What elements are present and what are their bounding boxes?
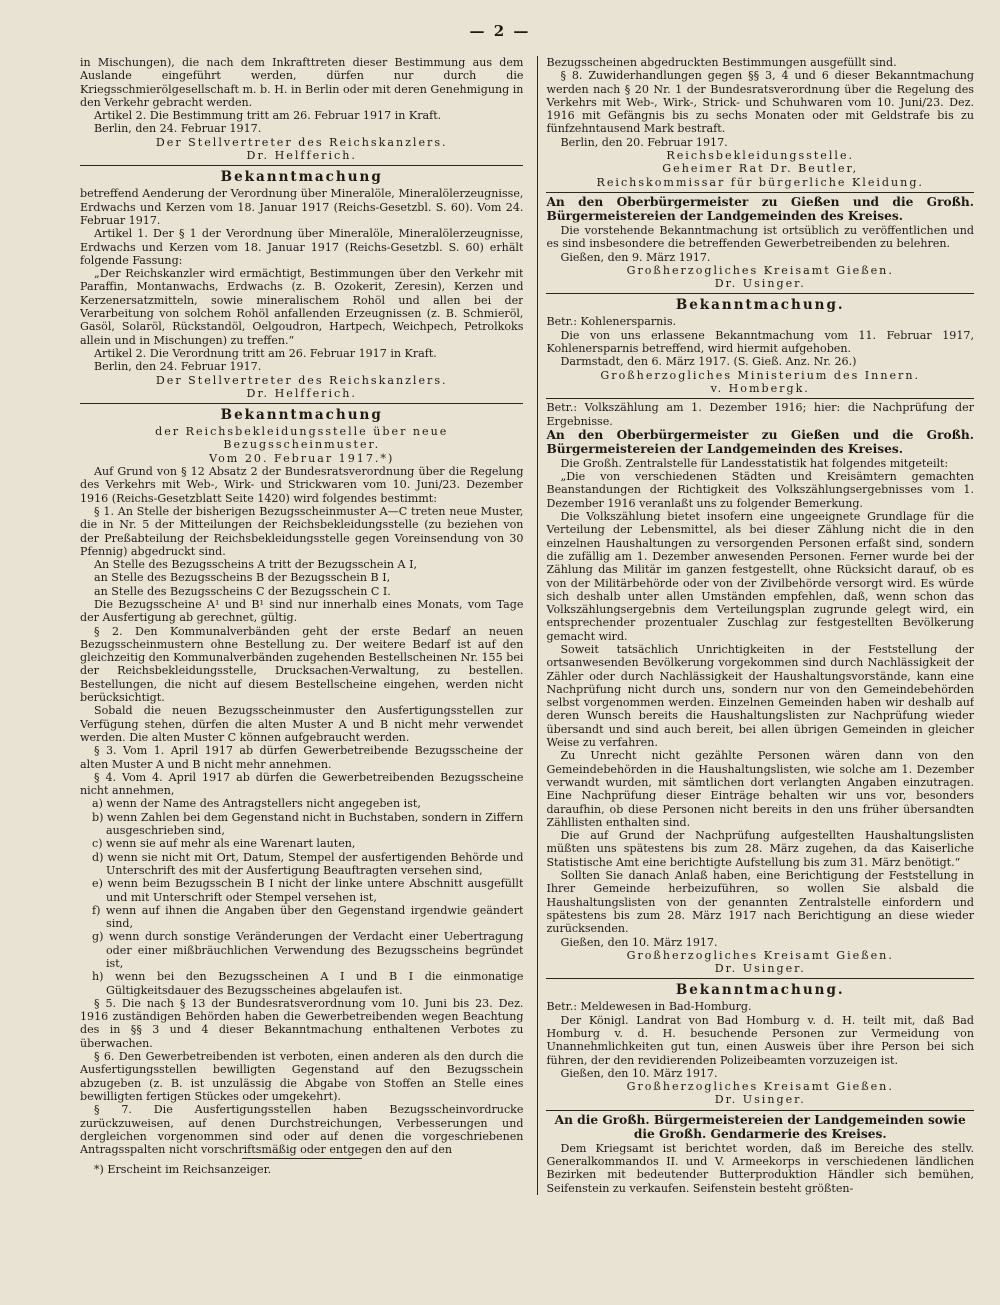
signature-line: Der Stellvertreter des Reichskanzlers. [155,373,448,387]
list-item: a) wenn der Name des Antragstellers nicht angegeben ist, [92,797,421,811]
address-line: An die Großh. Bürgermeistereien der Landgemeinden sowie die Großh. Gendarmerie des Kreises. [554,1112,966,1142]
section-heading: Bekanntmachung. [675,982,845,999]
signature-line: Geheimer Rat Dr. Beutler, [662,162,859,176]
paragraph: Die Bezugsscheine A¹ und B¹ sind nur innerhalb eines Monats, vom Tage der Ausfertigung ab gerechnet, gültig. [80,597,524,625]
paragraph: § 5. Die nach § 13 der Bundesratsverordnung vom 10. Juni bis 23. Dez. 1916 zuständigen Behörden haben die Gewerbetreibenden wegen Beachtung des in §§ 3 und 4 dieser Bekanntmachung enthaltenen Verbotes zu überwachen. [80,996,524,1050]
signature-line: Dr. Usinger. [714,962,806,976]
paragraph: „Der Reichskanzler wird ermächtigt, Bestimmungen über den Verkehr mit Paraffin, Montanwachs, Erdwachs (z. B. Ozokerit, Zeresin), Kerzen und Kerzenersatzmitteln, sowie mineralischem Rohöl und allen bei der Verarbeitung von solchem Rohöl anfallenden Erzeugnissen (z. B. Schmieröl, Gasöl, Solaröl, Rückstandöl, Oelgoudron, Hartpech, Weichpech, Petrolkoks allein und in Mischungen) zu treffen.“ [80,267,524,347]
paragraph: § 2. Den Kommunalverbänden geht der erste Bedarf an neuen Bezugsscheinmustern ohne Bestellung zu. Der weitere Bedarf ist auf den gleichzeitig den Kommunalverbänden zugehenden Bestellscheinen Nr. 155 bei der Reichsbekleidungsstelle, Drucksachen-Verwaltung, zu bestellen. Bestellungen, die nicht auf diesem Bestellscheine eingehen, werden nicht berücksichtigt. [80,624,524,705]
section-rule [80,165,523,166]
paragraph: in Mischungen), die nach dem Inkrafttreten dieser Bestimmung aus dem Auslande eingeführt werden, dürfen nur durch die Kriegsschmierölgesellschaft m. b. H. in Berlin oder mit deren Genehmigung in den Verkehr gebracht werden. [80,56,524,109]
footnote-rule [242,1158,362,1159]
paragraph: An Stelle des Bezugsscheins A tritt der Bezugsschein A I, [94,558,417,572]
signature-line: Der Stellvertreter des Reichskanzlers. [155,135,448,149]
paragraph: § 4. Vom 4. April 1917 ab dürfen die Gewerbetreibenden Bezugsscheine nicht annehmen, [80,770,524,798]
paragraph: Sollten Sie danach Anlaß haben, eine Berichtigung der Feststellung in Ihrer Gemeinde herbeizuführen, so wollen Sie alsbald die Haushaltungslisten von der genannten Zentralstelle einfordern und spätestens bis zum 28. März 1917 nach Berichtigung an diese wieder zurücksenden. [546,869,974,936]
paragraph: Die Großh. Zentralstelle für Landesstatistik hat folgendes mitgeteilt: [560,456,949,470]
address-line: An den Oberbürgermeister zu Gießen und die Großh. Bürgermeistereien der Landgemeinden des Kreises. [546,194,974,224]
columns [80,56,974,1195]
paragraph: Berlin, den 24. Februar 1917. [94,122,262,136]
signature-line: Dr. Helfferich. [246,386,357,400]
paragraph: Sobald die neuen Bezugsscheinmuster den Ausfertigungsstellen zur Verfügung stehen, dürfen die alten Muster A und B nicht mehr verwendet werden. Die alten Muster C können aufgebraucht werden. [80,704,524,744]
footnote: *) Erscheint im Reichsanzeiger. [94,1163,272,1177]
signature-line: Dr. Usinger. [714,277,806,291]
right-column [537,56,974,1195]
paragraph: Die auf Grund der Nachprüfung aufgestellten Haushaltungslisten müßten uns spätestens bis zum 28. März zugehen, da das Kaiserliche Statistische Amt eine berichtigte Aufstellung bis zum 31. März benötigt.“ [546,829,974,869]
paragraph: § 3. Vom 1. April 1917 ab dürfen Gewerbetreibende Bezugsscheine der alten Muster A und B nicht mehr annehmen. [80,744,524,771]
paragraph: § 7. Die Ausfertigungsstellen haben Bezugsscheinvordrucke zurückzuweisen, auf denen Durchstreichungen, Verbesserungen und dergleichen vorgenommen sind oder auf denen die vorgeschriebenen Antragsspalten nicht vorschriftsmäßig oder entgegen den auf den [80,1103,524,1157]
paragraph: an Stelle des Bezugsscheins B der Bezugsschein B I, [94,571,391,585]
paragraph: Betr.: Meldewesen in Bad-Homburg. [546,1000,752,1014]
section-rule [546,398,974,399]
list-item: f) wenn auf ihnen die Angaben über den Gegenstand irgendwie geändert sind, [92,903,524,931]
paragraph: betreffend Aenderung der Verordnung über Mineralöle, Mineralölerzeugnisse, Erdwachs und Kerzen vom 18. Januar 1917 (Reichs-Gesetzbl. S. 60). Vom 24. Februar 1917. [80,187,524,227]
signature-line: Dr. Usinger. [714,1093,806,1107]
signature-line: Großherzogliches Kreisamt Gießen. [626,263,894,277]
section-heading: Bekanntmachung [220,407,383,424]
paragraph: Dem Kriegsamt ist berichtet worden, daß im Bereiche des stellv. Generalkommandos II. und V. Armeekorps in verschiedenen ländlichen Bezirken mit bedeutender Butterproduktion Händler sich bemühen, Seifenstein zu verkaufen. Seifenstein besteht größten- [546,1141,974,1195]
paragraph: Die von uns erlassene Bekanntmachung vom 11. Februar 1917, Kohlenersparnis betreffend, wird hiermit aufgehoben. [546,328,974,356]
paragraph: Auf Grund von § 12 Absatz 2 der Bundesratsverordnung über die Regelung des Verkehrs mit Web-, Wirk- und Strickwaren vom 10. Juni/23. Dezember 1916 (Reichs-Gesetzblatt Seite 1420) wird folgendes bestimmt: [80,465,524,505]
list-item: c) wenn sie auf mehr als eine Warenart lauten, [92,837,356,851]
signature-line: Großherzogliches Kreisamt Gießen. [626,948,894,962]
paragraph: Betr.: Volkszählung am 1. Dezember 1916; hier: die Nachprüfung der Ergebnisse. [546,401,974,428]
section-heading: Bekanntmachung [220,169,383,186]
paragraph: Gießen, den 10. März 1917. [560,1066,718,1080]
paragraph: Die Volkszählung bietet insofern eine ungeeignete Grundlage für die Verteilung der Lebensmittel, als bei dieser Zählung nicht die in den einzelnen Haushaltungen zu versorgenden Personen erfaßt sind, sondern die zufällig am 1. Dezember anwesenden Personen. Ferner wurde bei der Zählung das Militär im ganzen festgestellt, ohne Rücksicht darauf, ob es von der Militärbehörde oder von der Zivilbehörde versorgt wird. Es würde sich deshalb unter allen Umständen empfehlen, daß, wenn schon das Volkszählungsergebnis dem Verteilungsplan zugrunde gelegt wird, ein entsprechender prozentualer Zuschlag zur festgestellten Bevölkerung gemacht wird. [546,510,974,643]
paragraph: Bezugsscheinen abgedruckten Bestimmungen ausgefüllt sind. [546,56,897,69]
signature-line: Großherzogliches Kreisamt Gießen. [626,1080,894,1094]
paragraph: Darmstadt, den 6. März 1917. (S. Gieß. Anz. Nr. 26.) [560,355,857,369]
paragraph: Artikel 2. Die Bestimmung tritt am 26. Februar 1917 in Kraft. [94,109,442,123]
section-rule [546,293,974,294]
paragraph: Artikel 2. Die Verordnung tritt am 26. Februar 1917 in Kraft. [94,346,437,360]
signature-line: Reichskommissar für bürgerliche Kleidung. [596,175,924,189]
signature-line: der Reichsbekleidungsstelle über neue Bezugsscheinmuster. [155,425,449,452]
paragraph: an Stelle des Bezugsscheins C der Bezugsschein C I. [94,584,391,598]
paragraph: Betr.: Kohlenersparnis. [546,315,677,329]
signature-line: Reichsbekleidungsstelle. [666,149,855,163]
section-rule [546,1110,974,1111]
section-rule [80,403,523,404]
paragraph: § 1. An Stelle der bisherigen Bezugsscheinmuster A—C treten neue Muster, die in Nr. 5 der Mitteilungen der Reichsbekleidungsstelle (zu beziehen von der Preßabteilung der Reichsbekleidungsstelle gegen Voreinsendung von 30 Pfennig) abgedruckt sind. [80,504,524,558]
section-heading: Bekanntmachung. [675,297,845,314]
left-column [80,56,523,1195]
signature-line: Vom 20. Februar 1917.*) [209,451,395,465]
address-line: An den Oberbürgermeister zu Gießen und die Großh. Bürgermeistereien der Landgemeinden des Kreises. [546,427,974,457]
paragraph: Gießen, den 9. März 1917. [560,250,711,264]
paragraph: § 8. Zuwiderhandlungen gegen §§ 3, 4 und 6 dieser Bekanntmachung werden nach § 20 Nr. 1 der Bundesratsverordnung über die Regelung des Verkehrs mit Web-, Wirk-, Strick- und Schuhwaren vom 10. Juni/23. Dez. 1916 mit Gefängnis bis zu sechs Monaten oder mit Geldstrafe bis zu fünfzehntausend Mark bestraft. [546,69,974,136]
list-item: h) wenn bei den Bezugsscheinen A I und B I die einmonatige Gültigkeitsdauer des Bezugsscheines abgelaufen ist. [92,970,524,997]
list-item: g) wenn durch sonstige Veränderungen der Verdacht einer Uebertragung oder einer mißbräuchlichen Verwendung des Bezugsscheins begründet ist, [92,930,524,970]
paragraph: Berlin, den 24. Februar 1917. [94,360,262,374]
list-item: e) wenn beim Bezugsschein B I nicht der linke untere Abschnitt ausgefüllt und mit Unterschrift oder Stempel versehen ist, [92,877,524,904]
paragraph: Gießen, den 10. März 1917. [560,935,718,949]
list-item: d) wenn sie nicht mit Ort, Datum, Stempel der ausfertigenden Behörde und Unterschrift des mit der Ausfertigung Beauftragten versehen sind, [92,850,524,877]
signature-line: Dr. Helfferich. [246,149,357,163]
signature-line: Großherzogliches Ministerium des Innern. [600,368,921,382]
signature-line: v. Hombergk. [710,381,810,395]
paragraph: Der Königl. Landrat von Bad Homburg v. d. H. teilt mit, daß Bad Homburg v. d. H. besuchende Personen zur Vermeidung von Unannehmlichkeiten gut tun, einen Ausweis über ihre Person bei sich führen, der den revidierenden Polizeibeamten vorzuzeigen ist. [546,1013,974,1067]
paragraph: Berlin, den 20. Februar 1917. [560,135,728,149]
paragraph: „Die von verschiedenen Städten und Kreisämtern gemachten Beanstandungen der Richtigkeit des Volkszählungsergebnisses vom 1. Dezember 1916 veranlaßt uns zu folgender Bemerkung. [546,470,974,510]
paragraph: § 6. Den Gewerbetreibenden ist verboten, einen anderen als den durch die Ausfertigungsstellen bewilligten Gegenstand auf den Bezugsschein abzugeben (z. B. ist unzulässig die Abgabe von Stoffen an Stelle eines bewilligten fertigen Stückes oder umgekehrt). [80,1050,524,1103]
paragraph: Artikel 1. Der § 1 der Verordnung über Mineralöle, Mineralölerzeugnisse, Erdwachs und Kerzen vom 18. Januar 1917 (Reichs-Gesetzbl. S. 60) erhält folgende Fassung: [80,227,524,267]
list-item: b) wenn Zahlen bei dem Gegenstand nicht in Buchstaben, sondern in Ziffern ausgeschrieben sind, [92,810,524,838]
section-rule [546,192,974,193]
paragraph: Die vorstehende Bekanntmachung ist ortsüblich zu veröffentlichen und es sind insbesondere die betreffenden Gewerbetreibenden zu belehren. [546,223,974,251]
section-rule [546,978,974,979]
page-number: — 2 — [469,22,531,40]
paragraph: Soweit tatsächlich Unrichtigkeiten in der Feststellung der ortsanwesenden Bevölkerung vorgekommen sind durch Nachlässigkeit der Zähler oder durch Nachlässigkeit der Haushaltungsvorstände, kann eine Nachprüfung nicht durch uns, sondern nur von den Gemeindebehörden selbst vorgenommen werden. Einzelnen Gemeinden haben wir deshalb auf deren Wunsch bereits die Haushaltungslisten zur Nachprüfung wieder übersandt und sind auch bereit, bei allen übrigen Gemeinden in gleicher Weise zu verfahren. [546,642,974,750]
paragraph: Zu Unrecht nicht gezählte Personen wären dann von den Gemeindebehörden in die Haushaltungslisten, wie solche am 1. Dezember verwandt wurden, mit sämtlichen dort verlangten Angaben einzutragen. Eine Nachprüfung dieser Einträge behalten wir uns vor, besonders daraufhin, ob diese Personen nicht bereits in den uns früher übersandten Zähllisten enthalten sind. [546,749,974,829]
